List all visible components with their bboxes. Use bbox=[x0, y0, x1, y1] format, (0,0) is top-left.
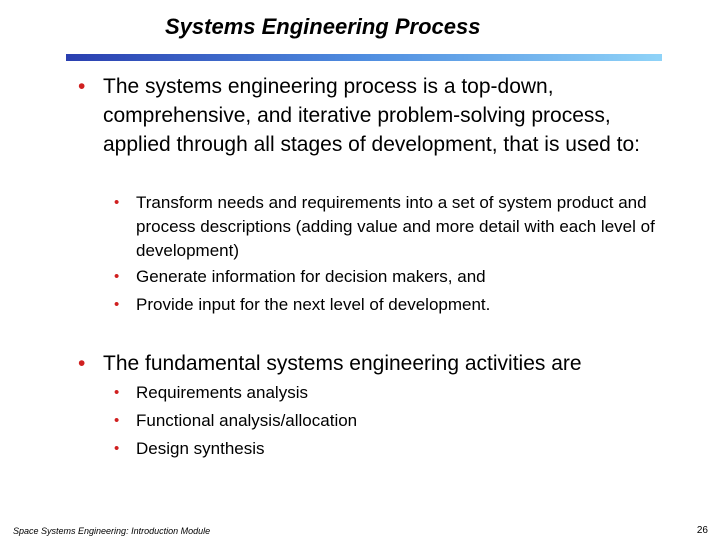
bullet-level2 bbox=[114, 293, 664, 317]
bullet-text: Provide input for the next level of development. bbox=[136, 295, 491, 314]
bullet-level1 bbox=[78, 349, 678, 378]
page-number: 26 bbox=[696, 525, 708, 536]
bullet-level2 bbox=[114, 381, 664, 405]
bullet-level2 bbox=[114, 437, 664, 461]
bullet-level2 bbox=[114, 191, 664, 263]
bullet-dot: • bbox=[78, 352, 86, 375]
footer-course-title: Space Systems Engineering: Introduction Module bbox=[13, 526, 211, 536]
bullet-text: Transform needs and requirements into a set of system product and process descriptions (adding value and more detail with each level of development) bbox=[136, 193, 655, 260]
bullet-text: The systems engineering process is a top-down, comprehensive, and iterative problem-solving process, applied through all stages of development, that is used to: bbox=[103, 75, 641, 156]
bullet-dot: • bbox=[114, 296, 120, 313]
bullet-dot: • bbox=[114, 194, 120, 211]
bullet-text: Design synthesis bbox=[136, 439, 265, 458]
title-divider bbox=[66, 54, 662, 61]
bullet-dot: • bbox=[114, 384, 120, 401]
bullet-text: Requirements analysis bbox=[136, 383, 308, 402]
bullet-dot: • bbox=[114, 440, 120, 457]
bullet-level2 bbox=[114, 265, 664, 289]
bullet-text: Functional analysis/allocation bbox=[136, 411, 358, 430]
bullet-level2 bbox=[114, 409, 664, 433]
bullet-dot: • bbox=[114, 268, 120, 285]
bullet-level1 bbox=[78, 72, 678, 159]
bullet-dot: • bbox=[114, 412, 120, 429]
bullet-text: The fundamental systems engineering activities are bbox=[103, 352, 582, 375]
bullet-text: Generate information for decision makers, and bbox=[136, 267, 486, 286]
bullet-dot: • bbox=[78, 75, 86, 98]
slide-title: Systems Engineering Process bbox=[165, 14, 481, 39]
